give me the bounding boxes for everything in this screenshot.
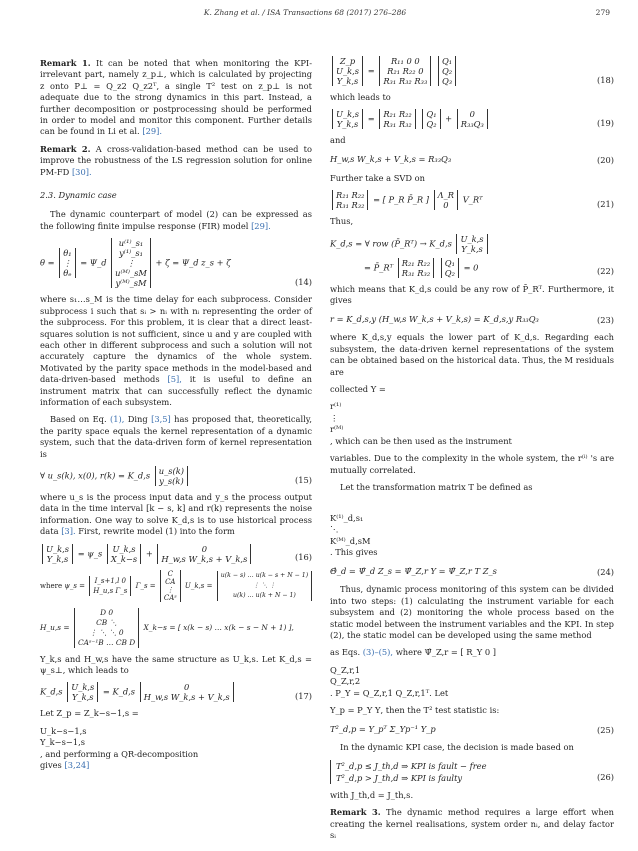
equation-number: (14) [294,276,312,287]
paragraph-where15: where u_s is the process input data and y_s the process output data in the time interval [k − s, k] and r(k) represents the noise information. One way to solve K_d,s is to use historical process data [3]. First, rewrite model (1) into the form [40,491,312,537]
paragraph-collected: collected Υ = [330,384,386,395]
equation-H-and-X: H_u,s = D 0 CB ⋱ ⋮ ⋱ ⋱ 0 CAˢ⁻¹B … CB D X_k−s = [ x(k − s) … x(k − s − N + 1) ], [40,607,294,647]
equation-number: (26) [596,772,614,783]
equation-15: ∀ u_s(k), x(0), r(k) = K_d,s u_s(k) y_s(k) (15) [40,465,312,486]
equation-14: θ = θ₁ ⋮ θₑ = Ψ_d u⁽¹⁾_s₁ y⁽¹⁾_s₁ ⋮ u⁽ᴹ⁾_sM y⁽ᴹ⁾_sM + ζ = Ψ_d z_s + ζ (14) [40,238,312,289]
equation-17: K_d,s U_k,s Y_k,s = K_d,s 0 H_w,s W_k,s + V_k,s (17) [40,682,312,703]
equation-number: (23) [596,315,614,326]
equation-18: Z_p U_k,s Y_k,s = R₁₁ 0 0 R₂₁ R₂₂ 0 R₃₁ R₃₂ R₃₃ Q₁ Q₂ Q₃ (18) [330,56,614,86]
paragraph-where23: where K_d,s,y equals the lower part of K_d,s. Regarding each subsystem, the data-driven kernel representations of the system can be obtained based on the historical data. Thus, the M residuals are [330,332,614,377]
reference-link[interactable]: [3]. [61,526,76,537]
paragraph-based: Based on Eq. (1), Ding [3,5] has proposed that, theoretically, the parity space equals the kernel representation of a dynamic system, such that the data-driven form of kernel representation is [40,414,313,459]
paragraph-fir: The dynamic counterpart of model (2) can be expressed as the following finite impulse response (FIR) model [29]. [40,209,312,231]
equation-22a: K_d,s = ∀ row (P̄_Rᵀ) → K_d,s U_k,s Y_k,s [330,234,614,254]
equation-22b: = P̄_Rᵀ R₂₁ R₂₂ R₃₁ R₃₂ Q₁ Q₂ = 0 (22) [364,257,614,278]
equation-23: r = K_d,s,y (H_w,s W_k,s + V_k,s) = K_d,s,y R₃₃Q₃ (23) [330,313,614,326]
paragraph-delay: where s₁…s_M is the time delay for each subprocess. Consider subprocess i such that sᵢ > nᵢ with nᵢ representing the order of the subprocess. For this problem, it is clear that a direct least-squares solution is not sufficient, since u and y are coupled with each other in different subprocess and such a solution will not accurately capture the dynamics of the whole system. Motivated by the parity space methods in the model-based and data-driven-based methods [5], it is useful to define an instrument matrix that can successfully reflect the dynamic information of each subsystem. [40,294,313,407]
equation-number: (15) [294,474,312,485]
paragraph-transform: Let the transformation matrix T be defined as [340,481,533,492]
reference-link[interactable]: [3,24] [64,760,90,771]
left-column: Remark 1. It can be noted that when monitoring the KPI-irrelevant part, namely z_p⊥, which is calculated by projecting z onto P⊥ = Q_z2 Q_z2ᵀ, a single T² test on z_p⊥ is not adequate due to the strong dynamics in this part. Instead, a further decomposition or postprocessing should be performed in order to model and monitor this component. Further details can be found in Li et al. [29]. Remark 2. A cross-validation-based method can be used to improve the robustness of the LS regression solution for online PM-FD [30]. 2.3. Dynamic case The dynamic counterpart of model (2) can be expressed as the following finite impulse response (FIR) model [29]. θ = θ₁ ⋮ θₑ = Ψ_d u⁽¹⁾_s₁ y⁽¹⁾_s₁ ⋮ u⁽ᴹ⁾_sM y⁽ᴹ⁾_sM + ζ = Ψ_d z_s + ζ (14) where s₁…s_M is the time delay for each subprocess. Consider subprocess i such that sᵢ > nᵢ with nᵢ representing the order of the subprocess. For this problem, it is clear that a direct least-squares solution is not sufficient, since u and y are coupled with each other in different subprocess and such a solution will not accurately capture the dynamics of the whole system. Motivated by the parity space methods in the model-based and data-driven-based methods [5], it is useful to define an instrument matrix that can successfully reflect the dynamic information of each subsystem. Based on Eq. (1), Ding [3,5] has proposed that, theoretically, the parity space equals the kernel representation of a dynamic system, such that the data-driven form of kernel representation is ∀ u_s(k), x(0), r(k) = K_d,s u_s(k) y_s(k) (15) where u_s is the process input data and y_s the process output data in the time interval [k − s, k] and r(k) represents the noise information. One way to solve K_d,s is to use historical process data [3]. First, rewrite model (1) into the form U_k,s Y_k,s = ψ_s U_k,s X_k−s + 0 H_w,s W_k,s + V_k,s (16) where ψ_s = I_s+1,l 0 H_u,s Γ_s Γ_s = C CA ⋮ CAˢ U_k,s = u(k − s) … u(k − s + N − 1) ⋮ ⋱ ⋮ u(k) … u(k + N − 1) H_u,s = D 0 CB ⋱ ⋮ ⋱ ⋱ 0 CAˢ⁻¹B … CB D X_k−s = [ x(k − s) … x(k − s − N + 1) ], Y_k,s and H_w,s have the same structure as U_k,s. Let K_d,s = ψ_s⊥, which leads to K_d,s U_k,s Y_k,s = K_d,s 0 H_w,s W_k,s + V_k,s (17) Let Z_p = Z_k−s−1,s = U_k−s−1,s Y_k−s−1,s , and performing a QR-decomposition gives [3,24] [40,58,313,771]
theta-vector: θ₁ ⋮ θₑ [59,248,75,278]
reference-link[interactable]: [29]. [142,126,163,137]
reference-link[interactable]: [30]. [71,166,92,177]
equation-number: (18) [596,74,614,85]
paragraph-means: which means that K_d,s could be any row of P̄_Rᵀ. Furthermore, it gives [330,283,614,306]
equation-link[interactable]: (3)–(5), [362,647,394,658]
paragraph-thus2: Thus, dynamic process monitoring of this system can be divided into two steps: (1) calculating the instrument variable for each subsystem and (2) monitoring the whole process based on the static model between the instrument variables and the KPI. In step (2), the static model can be developed using the same method [330,584,614,640]
reference-link[interactable]: [5], [167,374,182,385]
equation-number: (20) [596,155,614,166]
paragraph-svd: Further take a SVD on [330,172,426,183]
equation-number: (21) [596,198,614,209]
page-header [40,8,610,22]
equation-19: U_k,s Y_k,s = R₂₁ R₂₂ R₃₁ R₃₂ Q₁ Q₂ + 0 R₃₃Q₃ (19) [330,109,614,129]
io-vector: u⁽¹⁾_s₁ y⁽¹⁾_s₁ ⋮ u⁽ᴹ⁾_sM y⁽ᴹ⁾_sM [111,238,151,288]
section-heading: 2.3. Dynamic case [40,190,117,201]
reference-link[interactable]: [3,5] [151,414,171,425]
equation-26: T²_d,p ≤ J_th,d ⇒ KPI is fault − free T²_d,p > J_th,d ⇒ KPI is faulty (26) [330,760,614,784]
equation-number: (19) [596,118,614,128]
remark-2: Remark 2. A cross-validation-based method can be used to improve the robustness of the LS regression solution for online PM-FD [30]. [40,143,312,177]
equation-16: U_k,s Y_k,s = ψ_s U_k,s X_k−s + 0 H_w,s W_k,s + V_k,s (16) [40,544,312,564]
paragraph-ypsi: Υ_p = P_Υ Υ, then the T² test statistic is: [330,705,500,715]
paragraph-vars: variables. Due to the complexity in the whole system, the r⁽ⁱ⁾ 's are mutually correlated. [330,453,614,475]
reference-link[interactable]: [29]. [251,220,271,231]
paragraph-and: and [330,135,346,146]
equation-25: T²_d,p = Υ_pᵀ Σ_Υp⁻¹ Υ_p (25) [330,723,614,735]
paragraph-aseqs: as Eqs. (3)–(5), where Ψ̂_Z,r = [ R_Υ 0 ] [330,647,496,658]
equation-number: (22) [596,266,614,277]
paragraph-thus: Thus, [330,216,354,227]
equation-number: (24) [596,566,614,577]
equation-link[interactable]: (1), [109,414,125,425]
paragraph-with: with J_th,d = J_th,s. [330,789,414,800]
equation-24: Θ̂_d = Ψ̂_d Z_s = Ψ̂_Z,r Υ = Ψ̂_Z,r T Z_s (24) [330,565,614,577]
equation-number: (17) [294,691,312,701]
equation-number: (16) [294,552,312,563]
paragraph-transform-matrix [330,495,614,506]
paragraph-dynamic: In the dynamic KPI case, the decision is made based on [340,742,574,753]
paragraph-let: Let Z_p = Z_k−s−1,s = [40,708,139,719]
equation-21: R₂₁ R₂₂ R₃₁ R₃₂ = [ P_R P̄_R ] Λ_R 0 V_Rᵀ (21) [330,190,614,210]
equation-16-definitions: where ψ_s = I_s+1,l 0 H_u,s Γ_s Γ_s = C CA ⋮ CAˢ U_k,s = u(k − s) … u(k − s + N − 1) ⋮ ⋱ ⋮ u(k) … u(k + N − 1) [40,570,312,602]
right-column: Z_p U_k,s Y_k,s = R₁₁ 0 0 R₂₁ R₂₂ 0 R₃₁ R₃₂ R₃₃ Q₁ Q₂ Q₃ (18) which leads to U_k,s Y_k,s = R₂₁ R₂₂ R₃₁ R₃₂ Q₁ Q₂ + 0 R₃₃Q₃ (19) and H_w,s W_k,s + V_k,s = R₃₃Q₃ (20) Further take a SVD on R₂₁ R₂₂ R₃₁ R₃₂ = [ P_R P̄_R ] Λ_R 0 V_Rᵀ (21) Thus, K_d,s = ∀ row (P̄_Rᵀ) → K_d,s U_k,s Y_k,s = P̄_Rᵀ R₂₁ R₂₂ R₃₁ R₃₂ Q₁ Q₂ = 0 (22) which means that K_d,s could be any row of P̄_Rᵀ. Furthermore, it gives r = K_d,s,y (H_w,s W_k,s + V_k,s) = K_d,s,y R₃₃Q₃ (23) where K_d,s,y equals the lower part of K_d,s. Regarding each subsystem, the data-driven kernel representations of the system can be obtained based on the historical data. Thus, the M residuals are collected Υ = r⁽¹⁾ ⋮ r⁽ᴹ⁾ , which can be then used as the instrument variables. Due to the complexity in the whole system, the r⁽ⁱ⁾ 's are mutually correlated. Let the transformation matrix T be defined as K⁽¹⁾_d,s₁ ⋱ K⁽ᴹ⁾_d,sM . This gives Θ̂_d = Ψ̂_d Z_s = Ψ̂_Z,r Υ = Ψ̂_Z,r T Z_s (24) Thus, dynamic process monitoring of this system can be divided into two steps: (1) calculating the instrument variable for each subsystem and (2) monitoring the whole process based on the static model between the instrument variables and the KPI. In step (2), the static model can be developed using the same method as Eqs. (3)–(5), where Ψ̂_Z,r = [ R_Υ 0 ] Q_Z,r,1 Q_Z,r,2 . P_Υ = Q_Z,r,1 Q_Z,r,1ᵀ. Let Υ_p = P_Υ Υ, then the T² test statistic is: T²_d,p = Υ_pᵀ Σ_Υp⁻¹ Υ_p (25) In the dynamic KPI case, the decision is made based on T²_d,p ≤ J_th,d ⇒ KPI is fault − free T²_d,p > J_th,d ⇒ KPI is faulty (26) with J_th,d = J_th,s. Remark 3. The dynamic method requires a large effort when creating the kernel realisations, system order nᵢ, and delay factor sᵢ [330,56,614,841]
page-number: 279 [595,8,610,17]
remark-3: Remark 3. The dynamic method requires a large effort when creating the kernel realisations, system order nᵢ, and delay factor sᵢ [330,807,614,841]
paragraph-Y: Y_k,s and H_w,s have the same structure as U_k,s. Let K_d,s = ψ_s⊥, which leads to [40,653,312,675]
journal-citation: K. Zhang et al. / ISA Transactions 68 (2017) 276–286 [203,8,407,17]
paragraph-which: which leads to [330,92,391,102]
equation-number: (25) [596,725,614,735]
equation-20: H_w,s W_k,s + V_k,s = R₃₃Q₃ (20) [330,154,614,166]
remark-1: Remark 1. It can be noted that when monitoring the KPI-irrelevant part, namely z_p⊥, which is calculated by projecting z onto P⊥ = Q_z2 Q_z2ᵀ, a single T² test on z_p⊥ is not adequate due to the strong dynamics in this part. Instead, a further decomposition or postprocessing should be performed in order to model and monitor this component. Further details can be found in Li et al. [29]. [40,58,312,137]
